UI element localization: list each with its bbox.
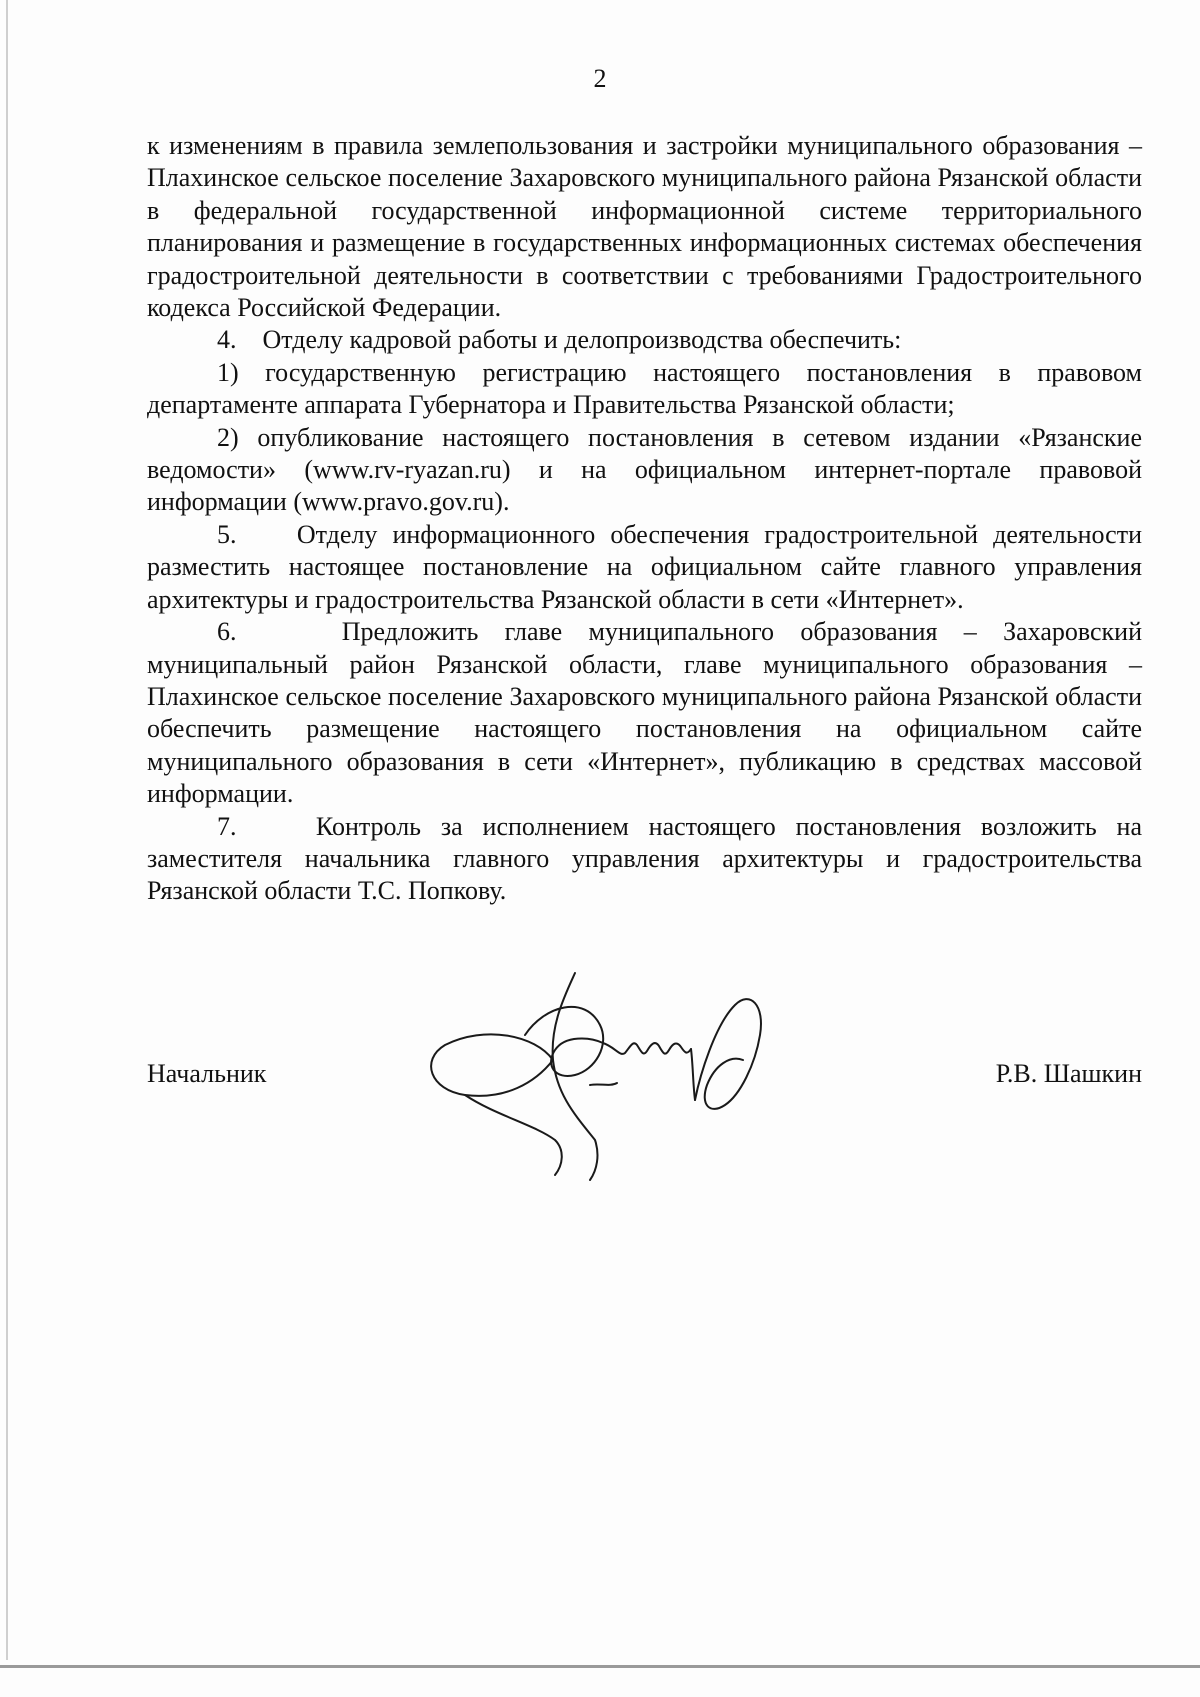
scan-bottom-edge [0,1665,1200,1668]
paragraph-item-6: 6. Предложить главе муниципального образования – Захаровский муниципальный район Рязанской области, главе муниципального образования – Плахинское сельское поселение Захаровского муниципального района Рязанской области обеспечить размещение настоящего постановления на официальном сайте муниципального образования в сети «Интернет», публикацию в средствах массовой информации. [147,617,1142,809]
signatory-position: Начальник [147,1059,267,1088]
paragraph-item-7: 7. Контроль за исполнением настоящего постановления возложить на заместителя начальника главного управления архитектуры и градостроительства Рязанской области Т.С. Попкову. [147,811,1142,906]
paragraph-continuation: к изменениям в правила землепользования и застройки муниципального образования – Плахинское сельское поселение Захаровского муниципального района Рязанской области в федеральной государственной информационной системе территориального планирования и размещение в государственных информационных системах обеспечения градостроительной деятельности в соответствии с требованиями Градостроительного кодекса Российской Федерации. [147,131,1142,323]
paragraph-item-5: 5. Отделу информационного обеспечения градостроительной деятельности разместить настоящее постановление на официальном сайте главного управления архитектуры и градостроительства Рязанской области в сети «Интернет». [147,519,1142,614]
signatory-name: Р.В. Шашкин [995,1059,1142,1088]
page-number: 2 [593,64,607,93]
paragraph-subitem-2: 2) опубликование настоящего постановления в сетевом издании «Рязанские ведомости» (www.rv-ryazan.ru) и на официальном интернет-портале правовой информации (www.pravo.gov.ru). [147,422,1142,517]
signature-block [147,1058,1142,1098]
paragraph-item-4: 4. Отделу кадровой работы и делопроизводства обеспечить: [217,325,902,355]
scan-left-edge [6,0,8,1660]
paragraph-subitem-1: 1) государственную регистрацию настоящего постановления в правовом департаменте аппарата Губернатора и Правительства Рязанской области; [147,357,1142,420]
document-body [147,130,1142,908]
